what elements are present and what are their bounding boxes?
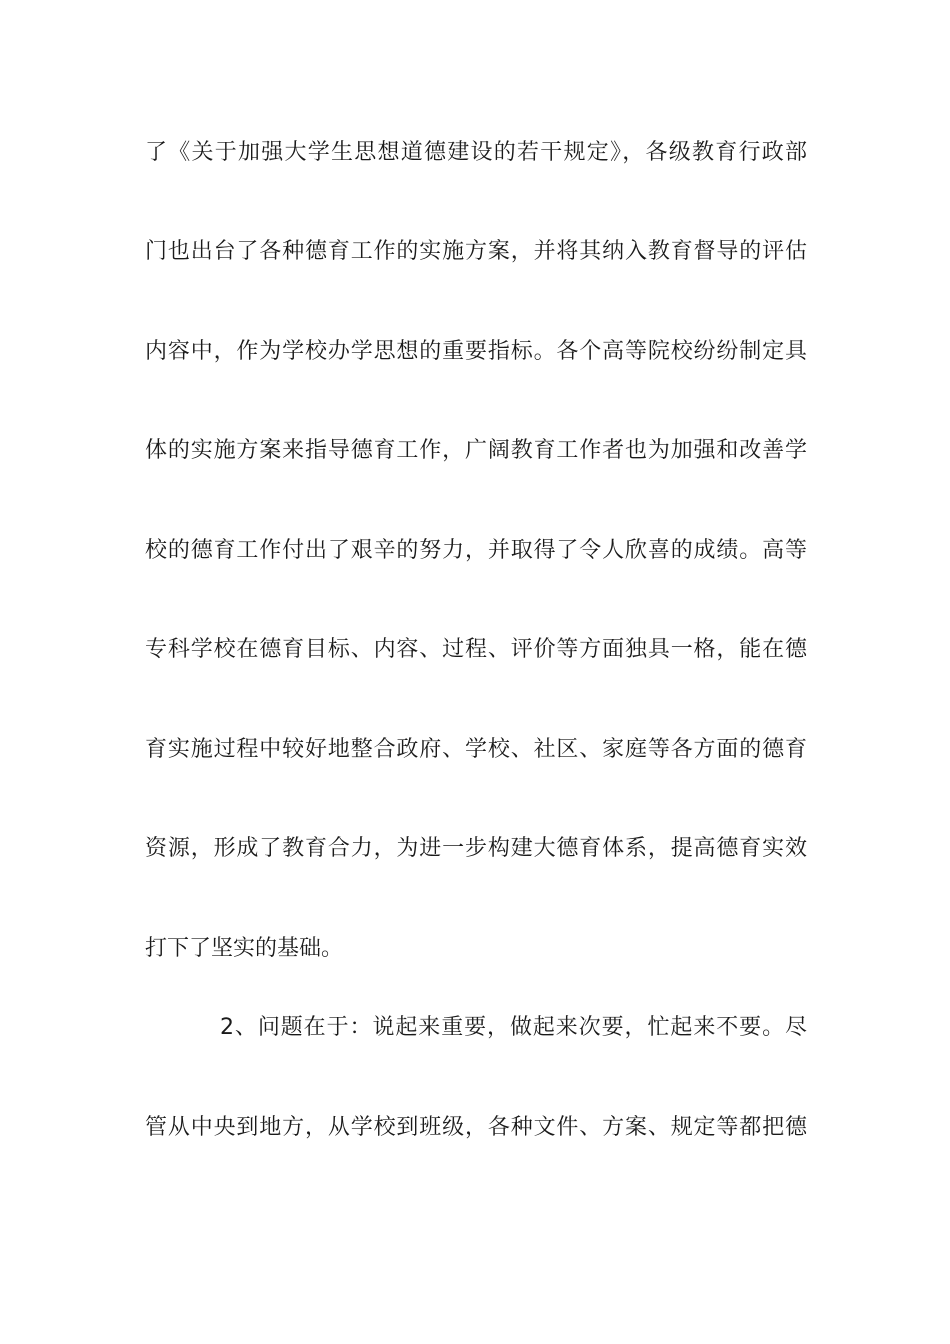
- text-line-7: 育实施过程中较好地整合政府、学校、社区、家庭等各方面的德育: [145, 737, 807, 762]
- text-line-3: 内容中，作为学校办学思想的重要指标。各个高等院校纷纷制定具: [145, 339, 807, 364]
- text-line-4: 体的实施方案来指导德育工作，广阔教育工作者也为加强和改善学: [145, 438, 807, 463]
- text-line-10: 2、问题在于：说起来重要，做起来次要，忙起来不要。尽: [220, 1015, 807, 1040]
- text-line-9: 打下了坚实的基础。: [145, 936, 344, 961]
- text-line-1: 了《关于加强大学生思想道德建设的若干规定》，各级教育行政部: [145, 140, 807, 165]
- text-line-6: 专科学校在德育目标、内容、过程、评价等方面独具一格，能在德: [145, 637, 807, 662]
- text-line-11: 管从中央到地方，从学校到班级，各种文件、方案、规定等都把德: [145, 1115, 807, 1140]
- text-line-5: 校的德育工作付出了艰辛的努力，并取得了令人欣喜的成绩。高等: [145, 538, 807, 563]
- text-line-2: 门也出台了各种德育工作的实施方案，并将其纳入教育督导的评估: [145, 239, 807, 264]
- text-line-8: 资源，形成了教育合力，为进一步构建大德育体系，提高德育实效: [145, 836, 807, 861]
